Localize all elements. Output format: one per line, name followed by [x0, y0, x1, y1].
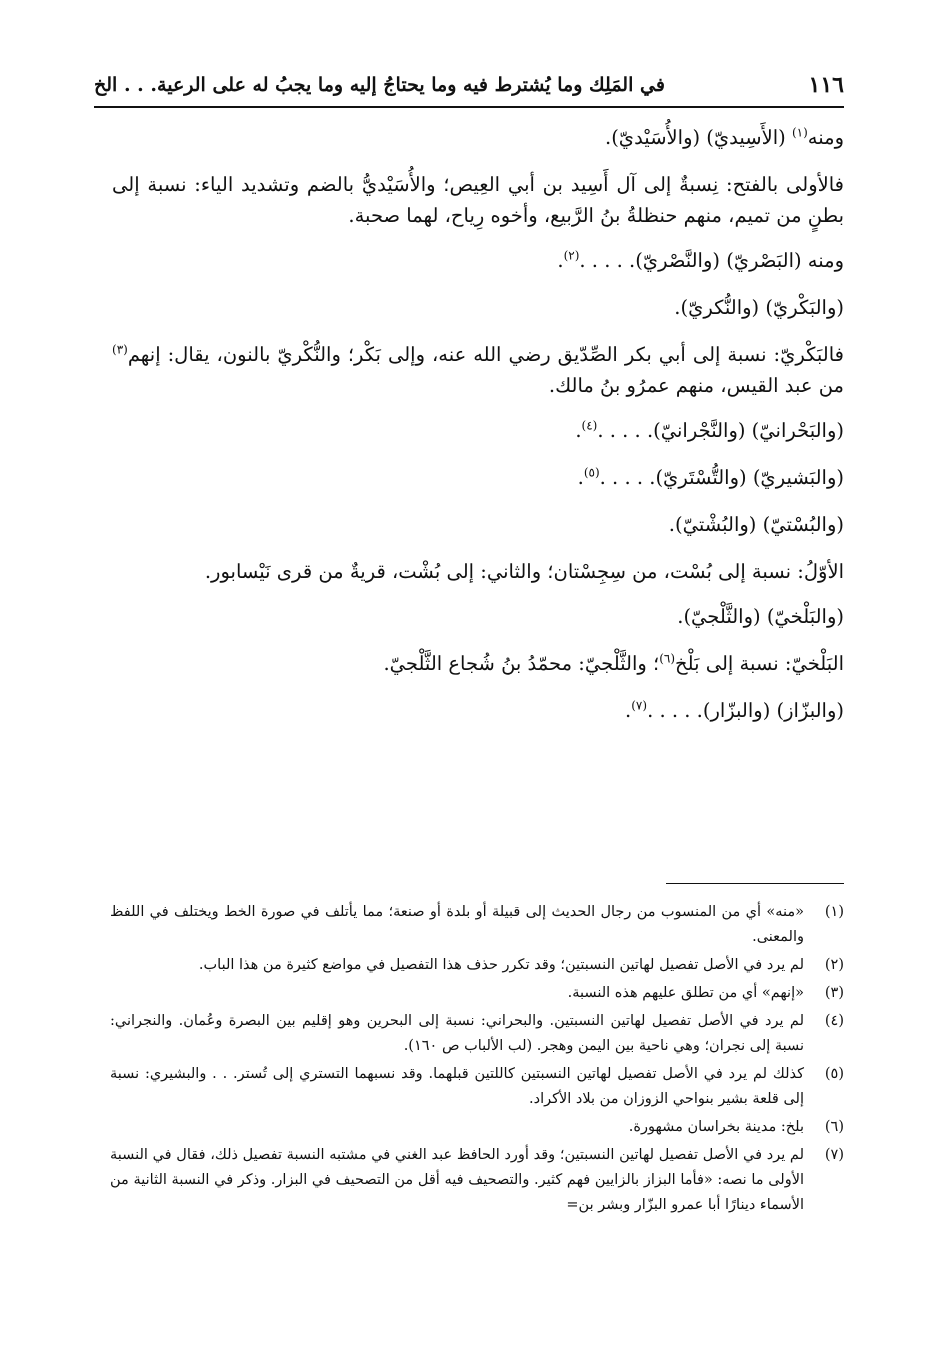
footnote-ref-6: (٦) [659, 651, 676, 666]
footnote-number: (٢) [824, 957, 844, 973]
footnote-text: «إنهم» أي من تطلق عليهم هذه النسبة. [567, 985, 804, 1001]
footnote-2 [110, 953, 844, 978]
footnote-ref-5: (٥) [583, 465, 600, 480]
footnote-ref-1: (١) [791, 125, 808, 140]
paragraph-12 [112, 695, 844, 726]
text-run: (والبَحْرانيّ) (والنَّجْرانيّ). . . . . [597, 419, 844, 442]
text-run: ومنه (البَصْريّ) (والنَّصْريّ). . . . . [579, 249, 844, 272]
paragraph-8: (والبُسْتيّ) (والبُشْتيّ). [668, 513, 844, 536]
paragraph-6 [112, 415, 844, 446]
running-title: في المَلِك وما يُشترط فيه وما يحتاجُ إليه وما يجبُ له على الرعية. . . الخ [94, 74, 665, 96]
footnote-text: بلخ: مدينة بخراسان مشهورة. [628, 1119, 804, 1135]
main-text [112, 122, 844, 742]
footnote-ref-2: (٢) [563, 248, 580, 263]
footnote-text: كذلك لم يرد في الأصل تفصيل لهاتين النسبتين كاللتين قبلهما. وقد نسبهما التستري إلى تُستر. . . والبشيري: نسبة إلى قلعة بشير بنواحي الزوزان من بلاد الأكراد. [110, 1066, 804, 1107]
text-run: من عبد القيس، منهم عمرُو بنُ مالك. [548, 374, 844, 397]
footnote-text: «منه» أي من المنسوب من رجال الحديث إلى قبيلة أو بلدة أو صنعة؛ مما يأتلف في صورة الخط ويختلف في اللفظ والمعنى. [110, 904, 804, 945]
footnote-number: (١) [824, 904, 844, 920]
paragraph-1 [112, 122, 844, 153]
footnote-5 [110, 1062, 844, 1112]
footnote-text: لم يرد في الأصل تفصيل لهاتين النسبتين. والبحراني: نسبة إلى البحرين وهو إقليم بين البصرة وعُمان. والنجراني: نسبة إلى نجران؛ وهي ناحية بين اليمن وهجر. (لب الألباب ص ١٦٠). [110, 1013, 804, 1054]
footnote-number: (٧) [824, 1147, 844, 1163]
footnote-number: (٤) [824, 1013, 844, 1029]
footnote-ref-4: (٤) [581, 418, 598, 433]
page-header [94, 70, 844, 108]
paragraph-11 [112, 648, 844, 679]
paragraph-7 [112, 462, 844, 493]
footnote-6 [110, 1115, 844, 1140]
text-run: ؛ والثَّلْجيّ: محمّدُ بنُ شُجاع الثَّلْجيّ. [383, 652, 660, 675]
paragraph-9: الأوّلُ: نسبة إلى بُسْت، من سِجِسْتان؛ والثاني: إلى بُشْت، قريةٌ من قرى نَيْسابور. [204, 560, 844, 583]
footnote-4 [110, 1009, 844, 1059]
text-run: (الأَسِيديّ) (والأُسَيْديّ). [605, 126, 792, 149]
footnote-text: لم يرد في الأصل تفصيل لهاتين النسبتين؛ وقد تكرر حذف هذا التفصيل في مواضع كثيرة من هذا الباب. [198, 957, 804, 973]
footnote-number: (٣) [824, 985, 844, 1001]
footnote-1 [110, 900, 844, 950]
text-run: (والبزّاز) (والبزّار). . . . . [647, 699, 844, 722]
footnote-number: (٥) [824, 1066, 844, 1082]
footnotes [110, 900, 844, 1221]
footnote-3 [110, 981, 844, 1006]
text-run: . [575, 419, 582, 442]
text-run: فالبَكْريّ: نسبة إلى أبي بكر الصِّدّيق رضي الله عنه، وإلى بَكْر؛ والنُّكْريّ بالنون، يقال: إنهم [127, 343, 844, 366]
paragraph-10: (والبَلْخيّ) (والثَّلْجيّ). [677, 605, 844, 628]
footnote-ref-7: (٧) [631, 698, 648, 713]
footnote-text: لم يرد في الأصل تفصيل لهاتين النسبتين؛ وقد أورد الحافظ عبد الغني في مشتبه النسبة تفصيل ذلك، فقال في النسبة الأولى ما نصه: «فأما البزاز بالزايين فهم كثير. والتصحيف فيه أقل من التصحيف في البزار. وذكر في النسبة الثانية من الأسماء دينارًا أبا عمرو البزّار وبشر بن= [110, 1147, 804, 1213]
text-run: . [577, 466, 584, 489]
page-number: ١١٦ [808, 72, 844, 98]
text-run: . [557, 249, 564, 272]
text-run: . [625, 699, 632, 722]
footnote-number: (٦) [824, 1119, 844, 1135]
text-run: البَلْخيّ: نسبة إلى بَلْخ [675, 652, 844, 675]
footnote-separator [666, 883, 844, 884]
text-run: (والبَشيريّ) (والتُّسْتَريّ). . . . . [599, 466, 844, 489]
paragraph-2: فالأولى بالفتح: نِسبةٌ إلى آل أَسِيد بن أبي العِيص؛ والأُسَيْديُّ بالضم وتشديد الياء: نسبة إلى بطنٍ من تميم، منهم حنظلةُ بنُ الرَّبيع، وأخوه رِياح، لهما صحبة. [112, 173, 844, 227]
footnote-ref-3: (٣) [112, 342, 128, 357]
text-run: ومنه [807, 126, 844, 149]
paragraph-5 [112, 339, 844, 401]
footnote-7 [110, 1143, 844, 1218]
paragraph-4: (والبَكْريّ) (والنُّكريّ). [674, 296, 844, 319]
paragraph-3 [112, 245, 844, 276]
